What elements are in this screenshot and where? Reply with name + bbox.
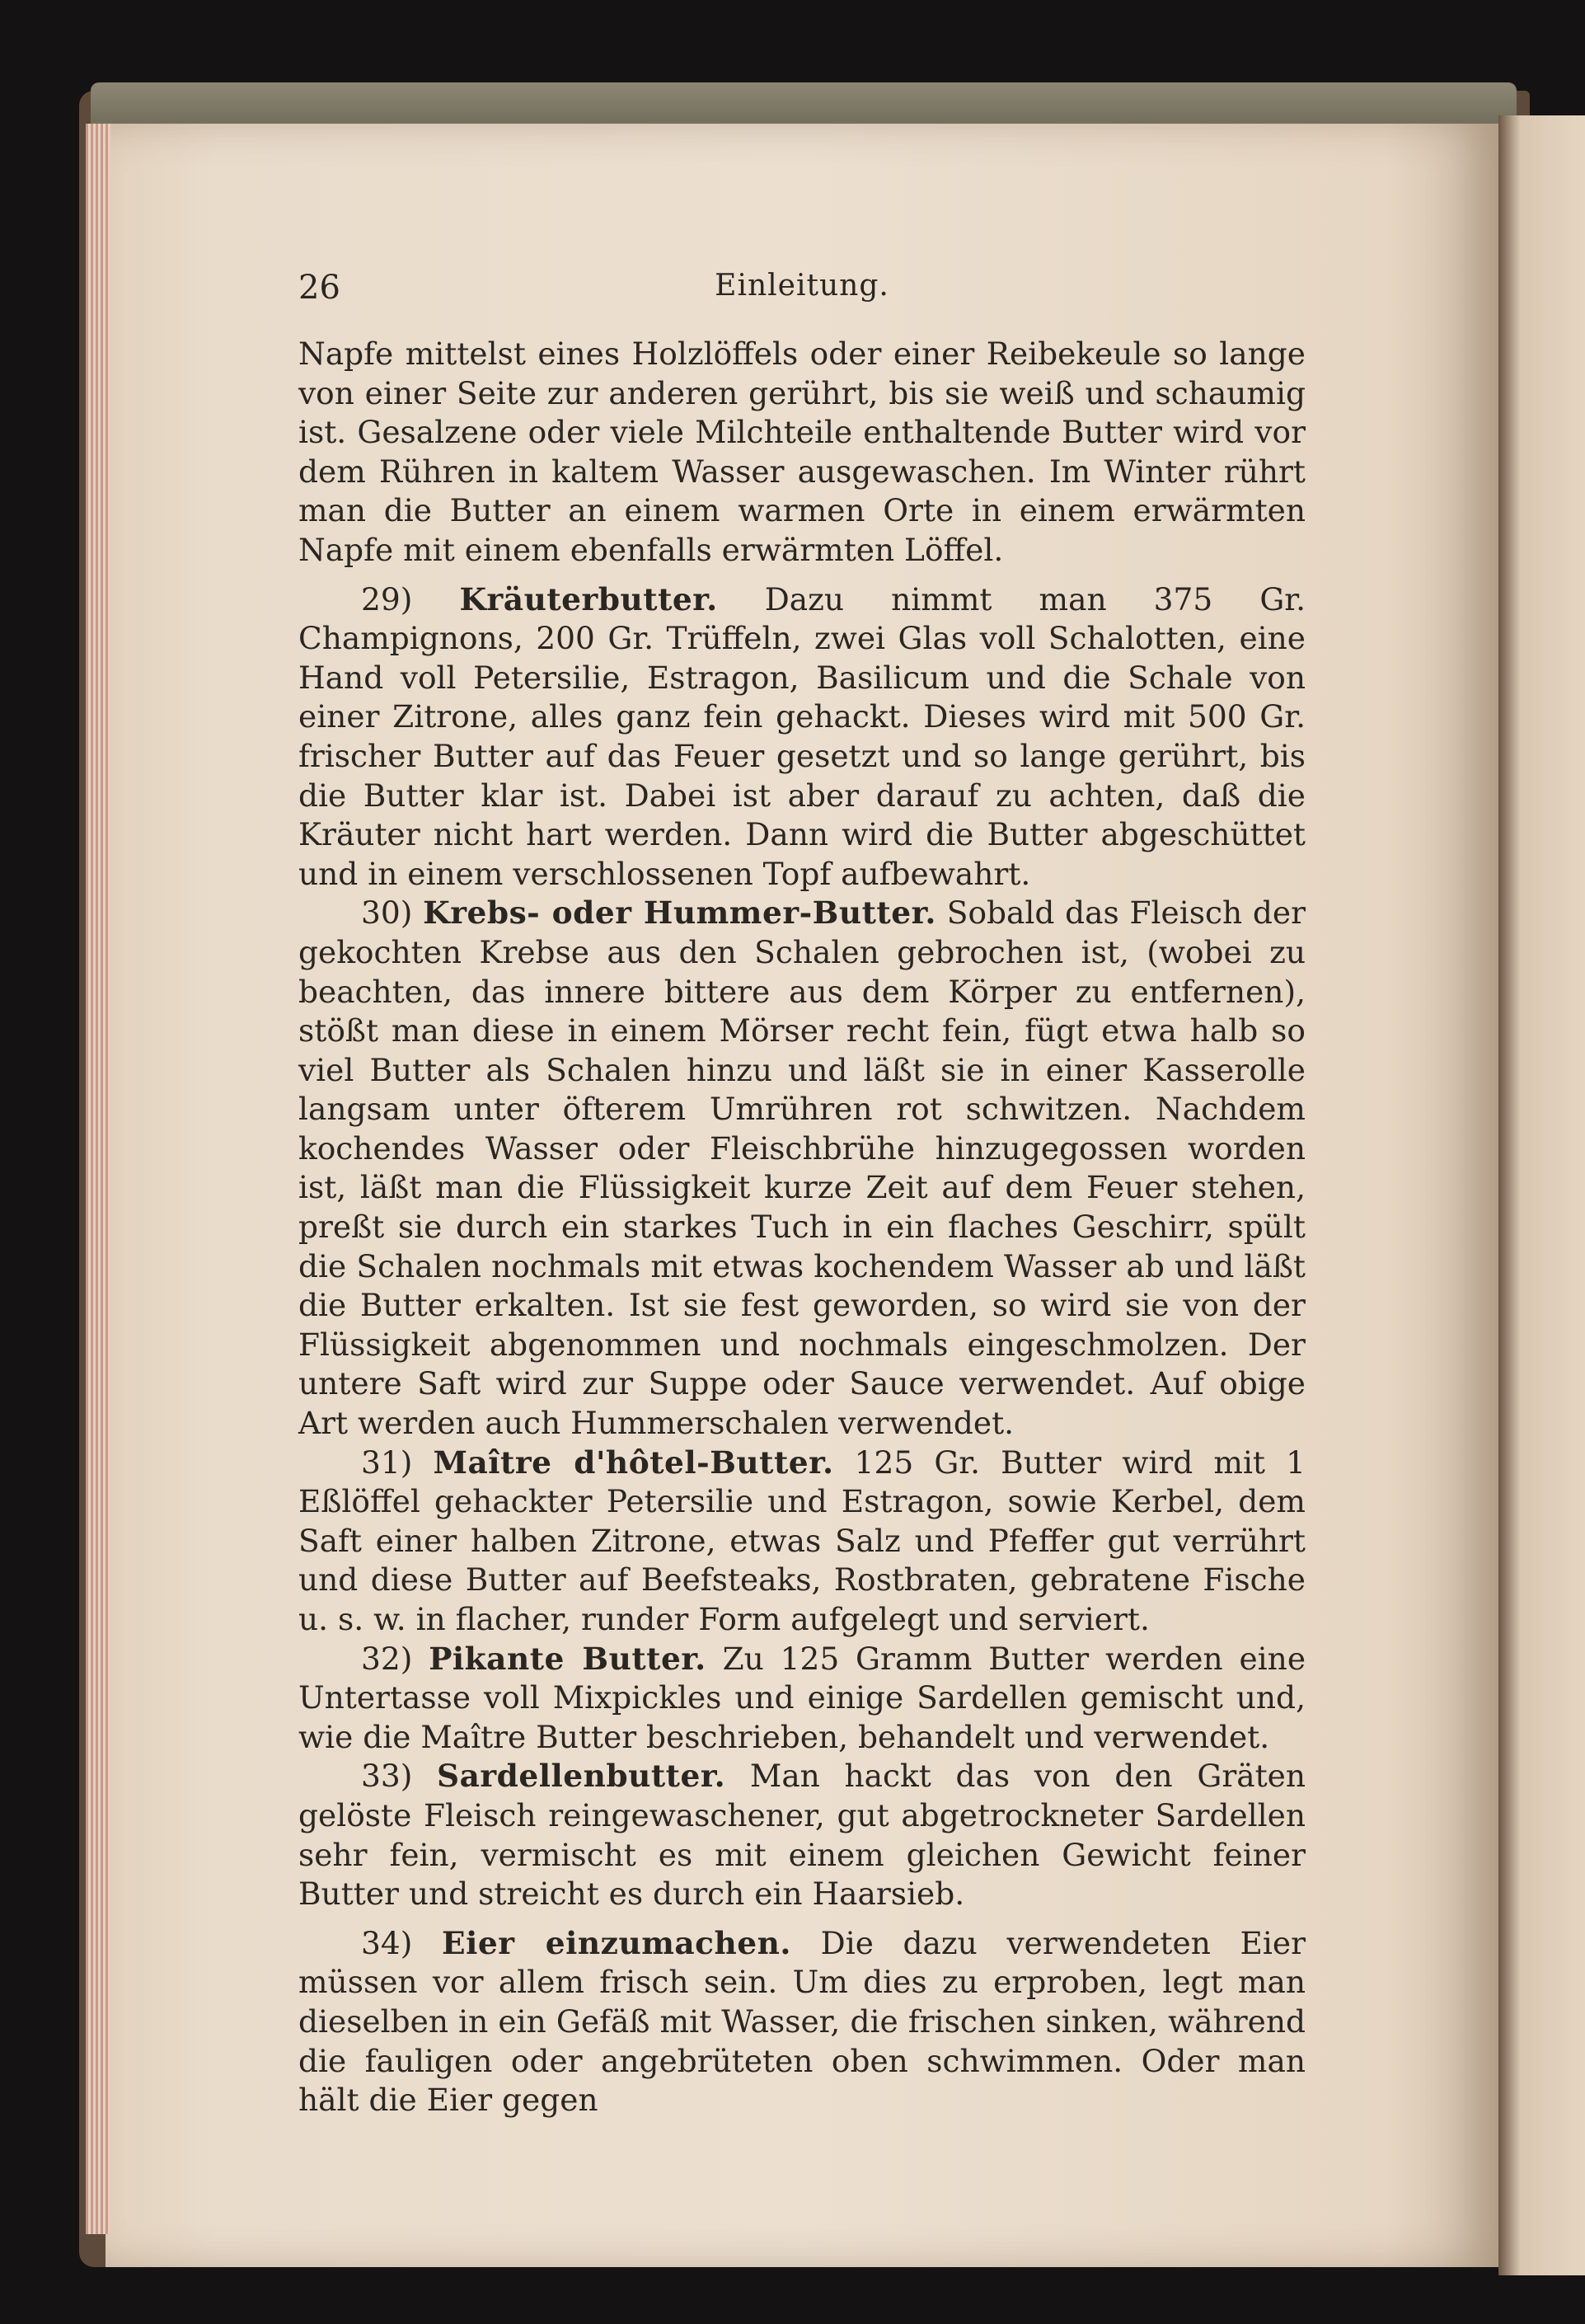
- page-text-block: [298, 262, 1306, 2120]
- recipe-text: 125 Gr. Butter wird mit 1 Eßlöffel gehackter Petersilie und Estragon, sowie Kerbel, dem Saft einer halben Zitrone, etwas Salz und Pfeffer gut verrührt und diese Butter auf Beefsteaks, Rostbraten, gebratene Fische u. s. w. in flacher, runder Form aufgelegt und serviert.: [298, 1444, 1306, 1637]
- paragraph-continuation: [298, 335, 1306, 570]
- recipe-32: [298, 1640, 1306, 1758]
- recipe-text: Dazu nimmt man 375 Gr. Champignons, 200 Gr. Trüffeln, zwei Glas voll Schalotten, eine Hand voll Petersilie, Estragon, Basilicum und die Schale von einer Zitrone, alles ganz fein gehackt. Dieses wird mit 500 Gr. frischer Butter auf das Feuer gesetzt und so lange gerührt, bis die Butter klar ist. Dabei ist aber darauf zu achten, daß die Kräuter nicht hart werden. Dann wird die Butter abgeschüttet und in einem verschlossenen Topf aufbewahrt.: [298, 580, 1306, 892]
- recipe-number: 29): [361, 580, 413, 617]
- recipe-30: [298, 894, 1306, 1443]
- recipe-number: 31): [361, 1444, 413, 1481]
- recipe-33: [298, 1757, 1306, 1913]
- recipe-number: 30): [361, 894, 413, 932]
- recipe-text: Sobald das Fleisch der gekochten Krebse aus den Schalen gebrochen ist, (wobei zu beachten, das innere bittere aus dem Körper zu entfernen), stößt man diese in einem Mörser recht fein, fügt etwa halb so viel Butter als Schalen hinzu und läßt sie in einer Kasserolle langsam unter öfterem Umrühren rot schwitzen. Nachdem kochendes Wasser oder Fleischbrühe hinzugegossen worden ist, läßt man die Flüssigkeit kurze Zeit auf dem Feuer stehen, preßt sie durch ein starkes Tuch in ein flaches Geschirr, spült die Schalen nochmals mit etwas kochendem Wasser ab und läßt die Butter erkalten. Ist sie fest geworden, so wird sie von der Flüssigkeit abgenommen und nochmals eingeschmolzen. Der untere Saft wird zur Suppe oder Sauce verwendet. Auf obige Art werden auch Hummerschalen verwendet.: [298, 894, 1306, 1442]
- recipe-number: 32): [361, 1640, 413, 1677]
- page-number: 26: [298, 269, 340, 307]
- recipe-heading: Eier einzumachen.: [442, 1924, 791, 1961]
- recipe-heading: Maître d'hôtel-Butter.: [433, 1444, 834, 1481]
- recipe-29: [298, 580, 1306, 894]
- recipe-heading: Pikante Butter.: [429, 1640, 706, 1677]
- recipe-number: 34): [361, 1924, 413, 1961]
- recipe-34: [298, 1924, 1306, 2120]
- paragraph-text: Napfe mittelst eines Holzlöffels oder einer Reibekeule so lange von einer Seite zur anderen gerührt, bis sie weiß und schaumig ist. Gesalzene oder viele Milchteile enthaltende Butter wird vor dem Rühren in kaltem Wasser ausgewaschen. Im Winter rührt man die Butter an einem warmen Orte in einem erwärmten Napfe mit einem ebenfalls erwärmten Löffel.: [298, 336, 1306, 568]
- recipe-heading: Krebs- oder Hummer-Butter.: [423, 894, 936, 932]
- page-edges: [86, 124, 110, 2234]
- recipe-heading: Kräuterbutter.: [459, 580, 718, 617]
- recipe-text: Zu 125 Gramm Butter werden eine Untertasse voll Mixpickles und einige Sardellen gemischt und, wie die Maître Butter beschrieben, behandelt und verwendet.: [298, 1640, 1306, 1755]
- recipe-heading: Sardellenbutter.: [437, 1758, 726, 1795]
- facing-page-edge: [1498, 115, 1585, 2275]
- page-header: [298, 262, 1306, 312]
- recipe-text: Die dazu verwendeten Eier müssen vor allem frisch sein. Um dies zu erproben, legt man dieselben in ein Gefäß mit Wasser, die frischen sinken, während die fauligen oder angebrüteten oben schwimmen. Oder man hält die Eier gegen: [298, 1924, 1306, 2119]
- recipe-number: 33): [361, 1758, 413, 1795]
- recipe-text: Man hackt das von den Gräten gelöste Fleisch reingewaschener, gut abgetrockneter Sardellen sehr fein, vermischt es mit einem gleichen Gewicht feiner Butter und streicht es durch ein Haarsieb.: [298, 1758, 1306, 1913]
- recipe-31: [298, 1444, 1306, 1640]
- running-head: Einleitung.: [715, 269, 889, 303]
